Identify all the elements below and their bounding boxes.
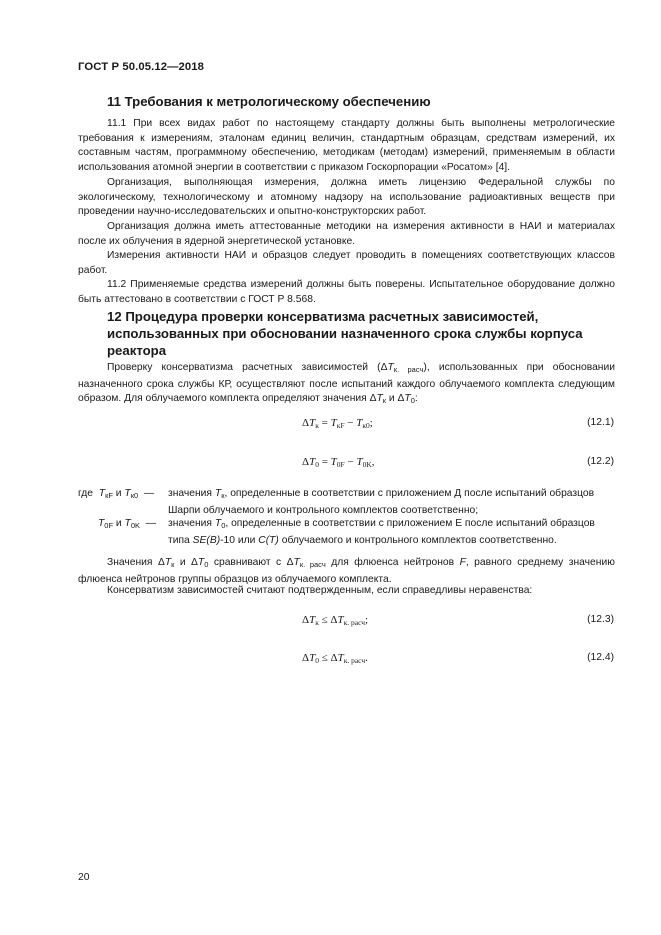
paragraph-organization-methods: Организация должна иметь аттестованные методики на измерения активности в НАИ и материалах после их облучения в ядерной энергетической установке. xyxy=(78,221,615,247)
paragraph-activity-measurements: Измерения активности НАИ и образцов следует проводить в помещениях соответствующих классов работ. xyxy=(78,250,615,276)
section-12-title-line1: 12 Процедура проверки консерватизма расчетных зависимостей, xyxy=(107,309,539,324)
page-number: 20 xyxy=(78,872,90,883)
document-header: ГОСТ Р 50.05.12—2018 xyxy=(78,61,205,73)
section-12-title-line2: использованных при обосновании назначенного срока службы корпуса xyxy=(107,326,583,341)
where-item-1: значения $T_к$, определенные в соответствии с приложением Д после испытаний образцов Шарпи облучаемого и контрольного комплектов соответственно; xyxy=(168,488,595,516)
paragraph-11-1: 11.1 При всех видах работ по настоящему стандарту должны быть выполнены метрологические требования к измерениям, эталонам единиц величин, стандартным образцам, средствам измерений, их составным частям, программному обеспечению, методикам (методам) измерений, применяемым в области использования атомной энергии в соответствии с приказом Госкорпорации «Росатом» [4]. xyxy=(78,118,615,173)
where-label-2: $T_{0F}$ и $T_{0K}$ — xyxy=(98,518,157,530)
equation-12-2: $\Delta T_0 = T_{0F} - T_{0K}$, xyxy=(302,456,375,469)
equation-12-4: $\Delta T_0 \le \Delta T_{к. расч}$. xyxy=(302,652,368,665)
section-12-title xyxy=(107,308,607,359)
where-item-2: значения $T_0$, определенные в соответствии с приложением Е после испытаний образцов типа SE(B)-10 или C(T) облучаемого и контрольного комплектов соответственно. xyxy=(168,518,595,546)
equation-12-2-number: (12.2) xyxy=(587,456,614,467)
paragraph-organization-license: Организация, выполняющая измерения, должна иметь лицензию Федеральной службы по экологическому, технологическому и атомному надзору на использование радиоактивных веществ при проведении научно-исследовательских и опытно-конструкторских работ. xyxy=(78,177,615,218)
paragraph-conservatism: Консерватизм зависимостей считают подтвержденным, если справедливы неравенства: xyxy=(107,585,533,596)
equation-12-4-number: (12.4) xyxy=(587,652,614,663)
where-label: где $T_{кF}$ и $T_{к0}$ — xyxy=(78,488,155,500)
section-12-title-line3: реактора xyxy=(107,343,167,358)
section-11-title: 11 Требования к метрологическому обеспечению xyxy=(107,94,431,109)
equation-12-3: $\Delta T_к \le \Delta T_{к. расч}$; xyxy=(302,614,369,627)
paragraph-11-2: 11.2 Применяемые средства измерений должны быть поверены. Испытательное оборудование должно быть аттестовано в соответствии с ГОСТ Р 8.568. xyxy=(78,279,615,305)
equation-12-1: $\Delta T_к = T_{кF} - T_{к0}$; xyxy=(302,417,373,430)
paragraph-12-intro: Проверку консерватизма расчетных зависимостей $(\Delta T_{к. расч})$, использованных при обосновании назначенного срока службы КР, осуществляют после испытаний каждого облучаемого комплекта следующим образом. Для облучаемого комплекта определяют значения $\Delta T_к$ и $\Delta T_0$: xyxy=(78,362,615,406)
equation-12-1-number: (12.1) xyxy=(587,417,614,428)
equation-12-3-number: (12.3) xyxy=(587,614,614,625)
paragraph-comparison: Значения $\Delta T_к$ и $\Delta T_0$ сравнивают с $\Delta T_{к. расч}$ для флюенса нейтронов F, равного среднему значению флюенса нейтронов группы образцов из облучаемого комплекта. xyxy=(78,557,615,585)
